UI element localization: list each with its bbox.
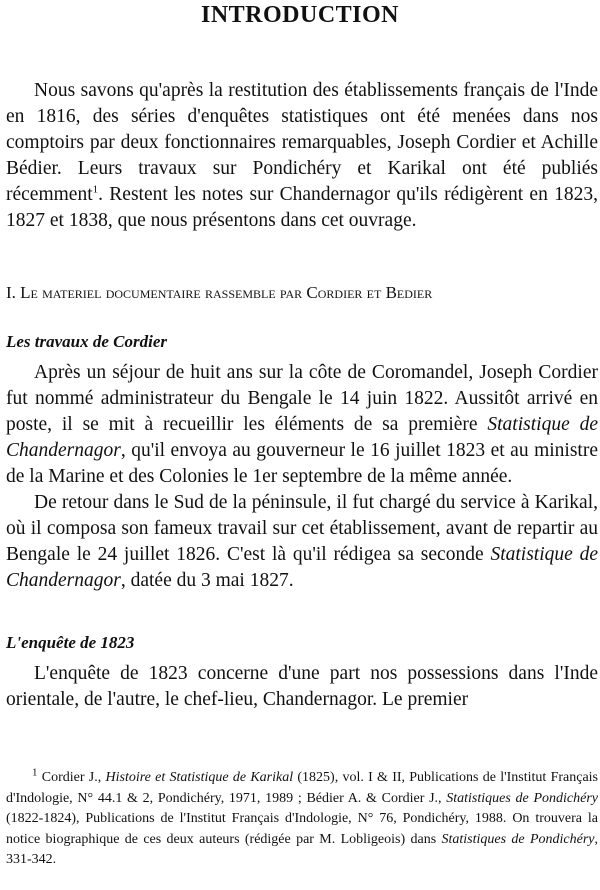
cordier-paragraph-2: De retour dans le Sud de la péninsule, il fut chargé du service à Karikal, où il composa son fameux travail sur cet établissement, avant de repartir au Bengale le 24 juillet 1826. C'est là qu'il rédigea sa seconde Statistique de Chandernagor, datée du 3 mai 1827. (6, 492, 598, 591)
cordier-paragraph-1: Après un séjour de huit ans sur la côte de Coromandel, Joseph Cordier fut nommé administrateur du Bengale le 14 juin 1822. Aussitôt arrivé en poste, il se mit à recueillir les éléments de sa première Statistique de Chandernagor, qu'il envoya au gouverneur le 16 juillet 1823 et au ministre de la Marine et des Colonies le 1er septembre de la même année. (6, 362, 598, 487)
section-heading (6, 283, 432, 303)
subsection-heading-enquete: L'enquête de 1823 (6, 633, 135, 652)
subsection-heading-cordier: Les travaux de Cordier (6, 332, 168, 351)
intro-paragraph (6, 78, 598, 234)
enquete-paragraph-1: L'enquête de 1823 concerne d'une part nos possessions dans l'Inde orientale, de l'autre, le chef-lieu, Chandernagor. Le premier (6, 663, 598, 710)
intro-text: Nous savons qu'après la restitution des établissements français de l'Inde en 1816, des séries d'enquêtes statistiques ont été menées dans nos comptoirs par deux fonctionnaires remarquables, Joseph Cordier et Achille Bédier. Leurs travaux sur Pondichéry et Karikal ont été publiés récemment (6, 80, 598, 205)
section-title: Le materiel documentaire rassemble par Cordier et Bedier (20, 283, 433, 302)
section-number: I. (6, 283, 16, 302)
cordier-paragraphs (6, 360, 598, 594)
footnote-marker: 1 (32, 766, 38, 779)
enquete-paragraph (6, 661, 598, 713)
footnote: $^1$ Cordier J., Histoire et Statistique de Karikal (1825), vol. I & II, Publications de l'Institut Français d'Indologie, N° 44.1 & 2, Pondichéry, 1971, 1989 ; Bédier A. & Cordier J., Statistiques de Pondichéry (1822-1824), Publications de l'Institut Français d'Indologie, N° 76, Pondichéry, 1988. On trouvera la notice biographique de ces deux auteurs (rédigée par M. Lobligeois) dans Statistiques de Pondichéry, 331-342. (6, 766, 598, 867)
footnote-ref[interactable]: 1 (92, 183, 99, 196)
page-title: INTRODUCTION (200, 2, 400, 28)
intro-text-after: . Restent les notes sur Chandernagor qu'ils rédigèrent en 1823, 1827 et 1838, que nous présentons dans cet ouvrage. (6, 184, 598, 231)
